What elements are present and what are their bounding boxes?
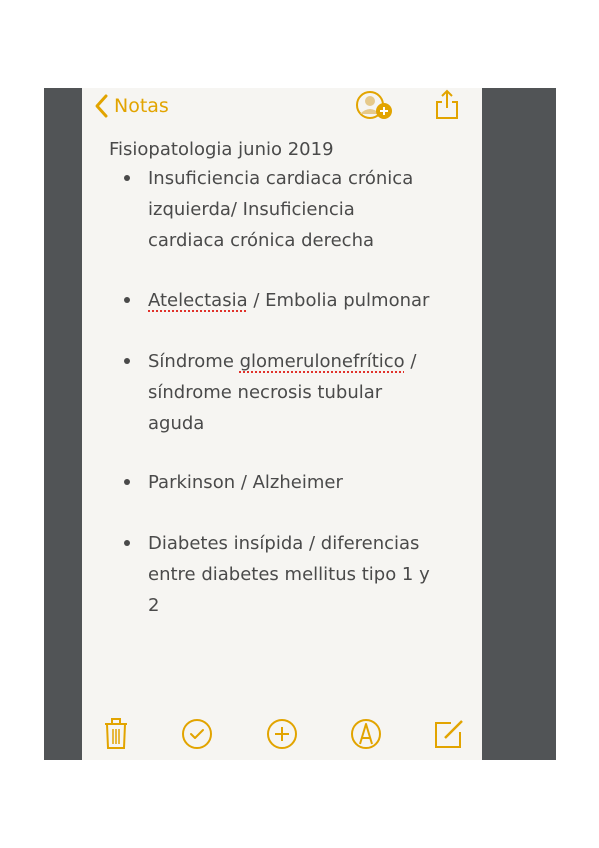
delete-button[interactable] bbox=[104, 718, 128, 754]
markup-button[interactable] bbox=[350, 718, 382, 754]
checklist-icon bbox=[181, 718, 213, 750]
list-item-text: aguda bbox=[148, 413, 205, 434]
list-item-text: Diabetes insípida / diferencias bbox=[148, 533, 420, 554]
person-add-icon bbox=[354, 89, 398, 123]
misspelled-word[interactable]: Atelectasia bbox=[148, 290, 248, 311]
bullet-icon bbox=[124, 358, 130, 364]
notes-screen bbox=[82, 88, 482, 760]
list-item-text: entre diabetes mellitus tipo 1 y bbox=[148, 564, 430, 585]
share-icon bbox=[434, 88, 460, 120]
share-button[interactable] bbox=[434, 88, 460, 124]
bottom-toolbar bbox=[82, 712, 482, 756]
list-item-text: Insuficiencia cardiaca crónica bbox=[148, 168, 414, 189]
chevron-left-icon bbox=[94, 94, 108, 118]
markup-icon bbox=[350, 718, 382, 750]
device-frame-left bbox=[44, 88, 82, 760]
back-label: Notas bbox=[114, 95, 169, 117]
list-item-text: izquierda/ Insuficiencia bbox=[148, 199, 355, 220]
bullet-icon bbox=[124, 175, 130, 181]
navigation-bar bbox=[82, 88, 482, 128]
list-item-text: Síndrome glomerulonefrítico / bbox=[148, 351, 417, 372]
device-frame-right bbox=[482, 88, 556, 760]
bullet-icon bbox=[124, 297, 130, 303]
add-icon bbox=[266, 718, 298, 750]
checklist-button[interactable] bbox=[181, 718, 213, 754]
trash-icon bbox=[104, 718, 128, 750]
back-button[interactable] bbox=[94, 91, 169, 121]
compose-button[interactable] bbox=[433, 718, 465, 754]
misspelled-word[interactable]: glomerulonefrítico bbox=[239, 351, 405, 372]
list-item-text: 2 bbox=[148, 595, 160, 616]
bullet-icon bbox=[124, 540, 130, 546]
list-item-text: cardiaca crónica derecha bbox=[148, 230, 375, 251]
add-people-button[interactable] bbox=[354, 89, 398, 127]
compose-icon bbox=[433, 718, 465, 750]
list-item-text: Atelectasia / Embolia pulmonar bbox=[148, 290, 430, 311]
note-title: Fisiopatologia junio 2019 bbox=[109, 139, 334, 160]
list-item-text: Parkinson / Alzheimer bbox=[148, 472, 343, 493]
add-button[interactable] bbox=[266, 718, 298, 754]
bullet-icon bbox=[124, 479, 130, 485]
list-item-text: síndrome necrosis tubular bbox=[148, 382, 383, 403]
